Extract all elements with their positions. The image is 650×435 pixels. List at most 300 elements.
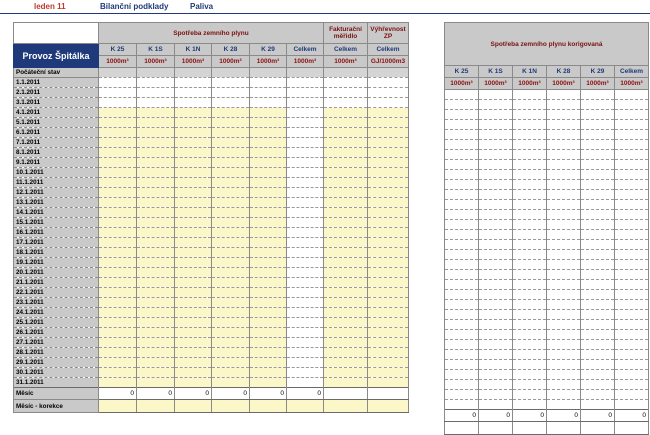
data-cell[interactable]: [287, 68, 324, 78]
data-cell[interactable]: [99, 258, 137, 268]
data-cell[interactable]: [250, 158, 287, 168]
data-cell[interactable]: [368, 218, 409, 228]
data-cell[interactable]: [212, 148, 250, 158]
data-cell[interactable]: [212, 138, 250, 148]
data-cell[interactable]: [368, 288, 409, 298]
data-cell: [581, 120, 615, 130]
data-cell[interactable]: [212, 108, 250, 118]
data-cell[interactable]: [175, 358, 212, 368]
data-cell[interactable]: [287, 258, 324, 268]
data-cell[interactable]: [368, 358, 409, 368]
data-cell[interactable]: [99, 198, 137, 208]
data-cell[interactable]: [212, 258, 250, 268]
data-cell[interactable]: [212, 378, 250, 388]
data-cell[interactable]: [324, 108, 368, 118]
data-cell: [445, 160, 479, 170]
data-cell[interactable]: [287, 188, 324, 198]
data-cell[interactable]: [175, 108, 212, 118]
data-cell[interactable]: [137, 288, 175, 298]
data-cell[interactable]: [324, 378, 368, 388]
table-row: [14, 258, 409, 268]
data-cell[interactable]: [250, 298, 287, 308]
data-cell[interactable]: [368, 138, 409, 148]
data-cell[interactable]: [212, 168, 250, 178]
data-cell[interactable]: [137, 168, 175, 178]
data-cell[interactable]: [287, 248, 324, 258]
data-cell[interactable]: [175, 208, 212, 218]
data-cell[interactable]: [212, 178, 250, 188]
data-cell[interactable]: [175, 378, 212, 388]
data-cell[interactable]: [368, 338, 409, 348]
data-cell[interactable]: [324, 358, 368, 368]
data-cell[interactable]: [324, 328, 368, 338]
data-cell[interactable]: [175, 238, 212, 248]
unit-header: 1000m³: [212, 56, 250, 68]
data-cell[interactable]: [250, 238, 287, 248]
data-cell[interactable]: [137, 98, 175, 108]
month-sum-cell: 0: [175, 388, 212, 400]
data-cell[interactable]: [287, 308, 324, 318]
sheet-title: Bilanční podklady: [100, 2, 169, 11]
data-cell[interactable]: [368, 148, 409, 158]
data-cell[interactable]: [368, 318, 409, 328]
data-cell[interactable]: [212, 288, 250, 298]
data-cell[interactable]: [368, 258, 409, 268]
data-cell[interactable]: [324, 128, 368, 138]
data-cell[interactable]: [250, 338, 287, 348]
data-cell[interactable]: [324, 258, 368, 268]
data-cell: [445, 360, 479, 370]
data-cell[interactable]: [324, 178, 368, 188]
data-cell[interactable]: [368, 128, 409, 138]
data-cell[interactable]: [99, 238, 137, 248]
data-cell[interactable]: [175, 198, 212, 208]
data-cell: [615, 130, 649, 140]
data-cell[interactable]: [287, 118, 324, 128]
data-cell[interactable]: [99, 228, 137, 238]
data-cell[interactable]: [287, 88, 324, 98]
data-cell: [615, 320, 649, 330]
data-cell[interactable]: [99, 298, 137, 308]
data-cell[interactable]: [324, 298, 368, 308]
data-cell[interactable]: [324, 368, 368, 378]
correction-cell[interactable]: [324, 400, 368, 413]
data-cell[interactable]: [99, 158, 137, 168]
data-cell[interactable]: [137, 138, 175, 148]
data-cell[interactable]: [99, 138, 137, 148]
data-cell[interactable]: [368, 308, 409, 318]
data-cell[interactable]: [324, 348, 368, 358]
data-cell: [479, 130, 513, 140]
data-cell[interactable]: [137, 188, 175, 198]
data-cell[interactable]: [99, 188, 137, 198]
data-cell[interactable]: [324, 88, 368, 98]
data-cell[interactable]: [175, 278, 212, 288]
data-cell[interactable]: [287, 298, 324, 308]
data-cell[interactable]: [175, 178, 212, 188]
data-cell[interactable]: [99, 378, 137, 388]
data-cell[interactable]: [324, 268, 368, 278]
data-cell[interactable]: [175, 348, 212, 358]
data-cell[interactable]: [250, 148, 287, 158]
data-cell[interactable]: [137, 358, 175, 368]
data-cell[interactable]: [99, 318, 137, 328]
data-cell[interactable]: [212, 128, 250, 138]
data-cell[interactable]: [287, 228, 324, 238]
data-cell[interactable]: [324, 228, 368, 238]
data-cell[interactable]: [99, 308, 137, 318]
data-cell[interactable]: [137, 198, 175, 208]
data-cell[interactable]: [99, 98, 137, 108]
data-cell[interactable]: [99, 78, 137, 88]
table-row: [14, 188, 409, 198]
data-cell[interactable]: [324, 318, 368, 328]
data-cell[interactable]: [137, 218, 175, 228]
data-cell[interactable]: [287, 198, 324, 208]
data-cell[interactable]: [175, 128, 212, 138]
data-cell[interactable]: [99, 118, 137, 128]
data-cell[interactable]: [368, 68, 409, 78]
data-cell[interactable]: [99, 338, 137, 348]
data-cell[interactable]: [250, 178, 287, 188]
data-cell[interactable]: [368, 168, 409, 178]
data-cell: [615, 270, 649, 280]
data-cell[interactable]: [287, 168, 324, 178]
data-cell[interactable]: [212, 118, 250, 128]
data-cell[interactable]: [287, 78, 324, 88]
data-cell[interactable]: [137, 278, 175, 288]
data-cell[interactable]: [287, 208, 324, 218]
data-cell[interactable]: [250, 108, 287, 118]
data-cell[interactable]: [368, 178, 409, 188]
data-cell[interactable]: [212, 298, 250, 308]
data-cell: [615, 250, 649, 260]
table-row: [14, 78, 409, 88]
data-cell[interactable]: [368, 238, 409, 248]
data-cell[interactable]: [212, 88, 250, 98]
date-label: 8.1.2011: [14, 148, 99, 158]
data-cell[interactable]: [250, 218, 287, 228]
data-cell[interactable]: [99, 358, 137, 368]
data-cell[interactable]: [368, 348, 409, 358]
data-cell[interactable]: [324, 78, 368, 88]
data-cell[interactable]: [99, 268, 137, 278]
data-cell[interactable]: [287, 218, 324, 228]
column-header: K 28: [547, 66, 581, 78]
data-cell[interactable]: [324, 218, 368, 228]
data-cell[interactable]: [287, 278, 324, 288]
data-cell[interactable]: [175, 298, 212, 308]
data-cell[interactable]: [368, 98, 409, 108]
data-cell[interactable]: [137, 248, 175, 258]
correction-cell[interactable]: [137, 400, 175, 413]
data-cell[interactable]: [137, 68, 175, 78]
data-cell[interactable]: [250, 308, 287, 318]
data-cell[interactable]: [250, 268, 287, 278]
data-cell[interactable]: [250, 348, 287, 358]
data-cell[interactable]: [212, 228, 250, 238]
data-cell[interactable]: [137, 378, 175, 388]
data-cell[interactable]: [324, 148, 368, 158]
date-label: 6.1.2011: [14, 128, 99, 138]
data-cell[interactable]: [324, 98, 368, 108]
data-cell[interactable]: [175, 268, 212, 278]
data-cell[interactable]: [212, 218, 250, 228]
data-cell[interactable]: [324, 288, 368, 298]
data-cell[interactable]: [175, 318, 212, 328]
data-cell[interactable]: [287, 138, 324, 148]
data-cell[interactable]: [287, 178, 324, 188]
data-cell[interactable]: [99, 278, 137, 288]
correction-cell[interactable]: [99, 400, 137, 413]
data-cell[interactable]: [287, 368, 324, 378]
data-cell[interactable]: [324, 168, 368, 178]
data-cell[interactable]: [368, 268, 409, 278]
data-cell[interactable]: [212, 238, 250, 248]
data-cell[interactable]: [368, 248, 409, 258]
data-cell[interactable]: [137, 148, 175, 158]
data-cell[interactable]: [99, 208, 137, 218]
correction-cell[interactable]: [250, 400, 287, 413]
data-cell[interactable]: [368, 158, 409, 168]
data-cell[interactable]: [99, 88, 137, 98]
correction-cell[interactable]: [368, 400, 409, 413]
data-cell[interactable]: [137, 368, 175, 378]
data-cell[interactable]: [212, 318, 250, 328]
data-cell[interactable]: [368, 108, 409, 118]
data-cell[interactable]: [368, 328, 409, 338]
data-cell[interactable]: [99, 108, 137, 118]
data-cell[interactable]: [287, 238, 324, 248]
data-cell[interactable]: [250, 78, 287, 88]
data-cell[interactable]: [250, 258, 287, 268]
data-cell[interactable]: [324, 158, 368, 168]
data-cell[interactable]: [175, 218, 212, 228]
data-cell[interactable]: [99, 288, 137, 298]
data-cell[interactable]: [137, 118, 175, 128]
data-cell[interactable]: [212, 348, 250, 358]
table-row: [445, 340, 649, 350]
data-cell[interactable]: [250, 228, 287, 238]
data-cell[interactable]: [324, 338, 368, 348]
data-cell[interactable]: [250, 208, 287, 218]
data-cell[interactable]: [99, 328, 137, 338]
data-cell[interactable]: [324, 198, 368, 208]
data-cell[interactable]: [175, 158, 212, 168]
data-cell[interactable]: [250, 378, 287, 388]
data-cell[interactable]: [175, 118, 212, 128]
data-cell: [445, 120, 479, 130]
data-cell[interactable]: [99, 348, 137, 358]
data-cell[interactable]: [175, 88, 212, 98]
data-cell[interactable]: [250, 198, 287, 208]
data-cell[interactable]: [324, 248, 368, 258]
data-cell[interactable]: [137, 88, 175, 98]
data-cell[interactable]: [250, 88, 287, 98]
data-cell[interactable]: [287, 98, 324, 108]
data-cell[interactable]: [175, 258, 212, 268]
data-cell[interactable]: [137, 318, 175, 328]
month-sum-cell: 0: [287, 388, 324, 400]
data-cell[interactable]: [212, 98, 250, 108]
data-cell[interactable]: [137, 258, 175, 268]
date-label: 22.1.2011: [14, 288, 99, 298]
data-cell[interactable]: [287, 128, 324, 138]
data-cell[interactable]: [137, 178, 175, 188]
data-cell: [547, 390, 581, 400]
correction-cell[interactable]: [212, 400, 250, 413]
data-cell[interactable]: [250, 188, 287, 198]
data-cell[interactable]: [137, 78, 175, 88]
data-cell[interactable]: [175, 98, 212, 108]
data-cell[interactable]: [212, 268, 250, 278]
data-cell[interactable]: [212, 208, 250, 218]
data-cell[interactable]: [175, 338, 212, 348]
correction-cell: [479, 422, 513, 435]
data-cell[interactable]: [287, 348, 324, 358]
data-cell[interactable]: [212, 78, 250, 88]
data-cell[interactable]: [368, 118, 409, 128]
data-cell[interactable]: [250, 318, 287, 328]
data-cell[interactable]: [137, 158, 175, 168]
data-cell[interactable]: [250, 128, 287, 138]
data-cell[interactable]: [250, 248, 287, 258]
data-cell[interactable]: [368, 78, 409, 88]
data-cell[interactable]: [324, 308, 368, 318]
data-cell[interactable]: [175, 328, 212, 338]
date-label: 3.1.2011: [14, 98, 99, 108]
data-cell[interactable]: [324, 238, 368, 248]
data-cell[interactable]: [368, 208, 409, 218]
data-cell[interactable]: [250, 168, 287, 178]
data-cell[interactable]: [287, 318, 324, 328]
data-cell[interactable]: [175, 308, 212, 318]
data-cell[interactable]: [137, 268, 175, 278]
data-cell[interactable]: [287, 328, 324, 338]
data-cell[interactable]: [212, 278, 250, 288]
data-cell[interactable]: [287, 358, 324, 368]
data-cell[interactable]: [212, 248, 250, 258]
table-row: [14, 168, 409, 178]
data-cell[interactable]: [175, 188, 212, 198]
data-cell[interactable]: [137, 298, 175, 308]
data-cell[interactable]: [324, 278, 368, 288]
data-cell[interactable]: [250, 358, 287, 368]
data-cell[interactable]: [250, 278, 287, 288]
data-cell: [479, 390, 513, 400]
data-cell[interactable]: [99, 128, 137, 138]
correction-cell[interactable]: [175, 400, 212, 413]
date-label: 13.1.2011: [14, 198, 99, 208]
data-cell[interactable]: [368, 278, 409, 288]
data-cell[interactable]: [368, 188, 409, 198]
data-cell[interactable]: [175, 228, 212, 238]
data-cell: [547, 360, 581, 370]
data-cell[interactable]: [368, 228, 409, 238]
correction-cell[interactable]: [287, 400, 324, 413]
data-cell[interactable]: [137, 338, 175, 348]
data-cell[interactable]: [287, 158, 324, 168]
data-cell[interactable]: [212, 158, 250, 168]
data-cell[interactable]: [175, 148, 212, 158]
data-cell[interactable]: [212, 338, 250, 348]
data-cell[interactable]: [212, 308, 250, 318]
data-cell[interactable]: [324, 138, 368, 148]
data-cell[interactable]: [175, 68, 212, 78]
data-cell[interactable]: [175, 288, 212, 298]
data-cell[interactable]: [99, 248, 137, 258]
data-cell[interactable]: [212, 368, 250, 378]
date-label: 1.1.2011: [14, 78, 99, 88]
data-cell[interactable]: [250, 138, 287, 148]
data-cell[interactable]: [137, 108, 175, 118]
data-cell[interactable]: [99, 218, 137, 228]
data-cell[interactable]: [175, 368, 212, 378]
data-cell[interactable]: [287, 378, 324, 388]
data-cell[interactable]: [175, 168, 212, 178]
data-cell[interactable]: [99, 178, 137, 188]
data-cell[interactable]: [212, 358, 250, 368]
data-cell[interactable]: [250, 288, 287, 298]
data-cell[interactable]: [137, 238, 175, 248]
data-cell[interactable]: [99, 168, 137, 178]
data-cell[interactable]: [137, 308, 175, 318]
data-cell[interactable]: [287, 338, 324, 348]
data-cell: [479, 270, 513, 280]
unit-header: 1000m³: [137, 56, 175, 68]
data-cell[interactable]: [137, 348, 175, 358]
data-cell[interactable]: [250, 328, 287, 338]
data-cell: [445, 90, 479, 100]
data-cell[interactable]: [212, 328, 250, 338]
data-cell[interactable]: [324, 68, 368, 78]
data-cell[interactable]: [250, 118, 287, 128]
data-cell[interactable]: [368, 198, 409, 208]
data-cell[interactable]: [175, 248, 212, 258]
data-cell[interactable]: [287, 148, 324, 158]
data-cell: [479, 320, 513, 330]
data-cell[interactable]: [368, 378, 409, 388]
data-cell[interactable]: [212, 188, 250, 198]
data-cell[interactable]: [137, 128, 175, 138]
data-cell[interactable]: [212, 68, 250, 78]
data-cell: [479, 160, 513, 170]
column-header: K 1S: [479, 66, 513, 78]
data-cell[interactable]: [324, 188, 368, 198]
data-cell[interactable]: [137, 208, 175, 218]
data-cell[interactable]: [287, 108, 324, 118]
data-cell[interactable]: [99, 68, 137, 78]
data-cell[interactable]: [368, 368, 409, 378]
data-cell[interactable]: [99, 368, 137, 378]
data-cell[interactable]: [250, 68, 287, 78]
data-cell[interactable]: [324, 208, 368, 218]
data-cell[interactable]: [368, 298, 409, 308]
data-cell[interactable]: [175, 78, 212, 88]
data-cell[interactable]: [368, 88, 409, 98]
data-cell[interactable]: [250, 98, 287, 108]
data-cell[interactable]: [324, 118, 368, 128]
table-row: [14, 218, 409, 228]
data-cell[interactable]: [212, 198, 250, 208]
data-cell[interactable]: [287, 288, 324, 298]
data-cell[interactable]: [287, 268, 324, 278]
data-cell[interactable]: [137, 328, 175, 338]
data-cell[interactable]: [99, 148, 137, 158]
data-cell[interactable]: [175, 138, 212, 148]
data-cell[interactable]: [137, 228, 175, 238]
data-cell[interactable]: [250, 368, 287, 378]
